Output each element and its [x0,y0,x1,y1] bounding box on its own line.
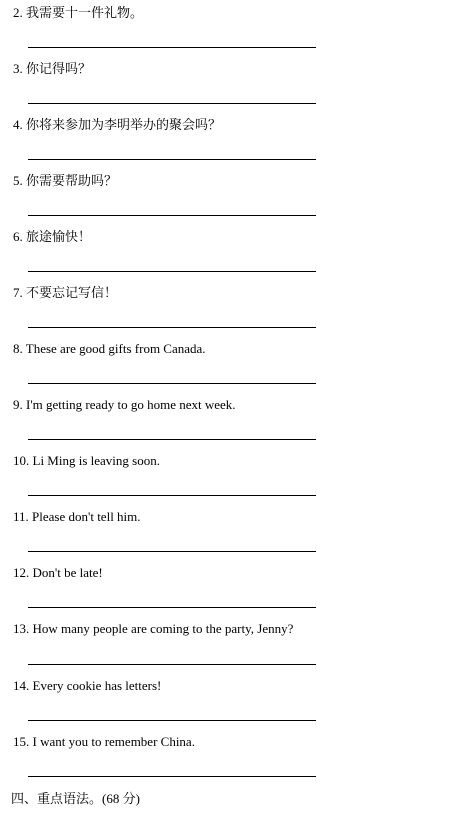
question-14 [13,678,453,694]
question-7 [13,285,453,301]
question-text: These are good gifts from Canada. [25,341,206,356]
answer-line[interactable] [28,103,316,104]
question-number: 6. [13,229,23,244]
question-6 [13,229,453,245]
question-number: 3. [13,61,23,76]
section-heading: 四、重点语法。(68 分) [11,791,140,806]
question-text: 不要忘记写信！ [26,285,118,300]
question-number: 8. [13,341,23,356]
question-text: 我需要十一件礼物。 [26,5,144,20]
question-text: 旅途愉快！ [26,229,92,244]
question-text: Please don't tell him. [32,509,141,524]
question-text: Every cookie has letters! [32,678,162,693]
answer-line[interactable] [28,495,316,496]
question-number: 2. [13,5,23,20]
question-number: 7. [13,285,23,300]
question-text: 你将来参加为李明举办的聚会吗？ [26,117,222,132]
question-number: 14. [13,678,30,693]
question-number: 9. [13,397,23,412]
question-2 [13,5,453,21]
question-9 [13,397,453,413]
question-text: 你需要帮助吗？ [26,173,118,188]
question-number: 5. [13,173,23,188]
answer-line[interactable] [28,664,316,665]
question-text: Li Ming is leaving soon. [32,453,160,468]
answer-line[interactable] [28,720,316,721]
answer-line[interactable] [28,159,316,160]
question-number: 13. [13,621,30,636]
question-text: How many people are coming to the party, Jenny? [32,621,294,636]
answer-line[interactable] [28,271,316,272]
answer-line[interactable] [28,215,316,216]
answer-line[interactable] [28,776,316,777]
answer-line[interactable] [28,47,316,48]
question-number: 4. [13,117,23,132]
question-number: 12. [13,565,30,580]
answer-line[interactable] [28,383,316,384]
question-text: I'm getting ready to go home next week. [26,397,236,412]
question-number: 15. [13,734,30,749]
answer-line[interactable] [28,551,316,552]
question-3 [13,61,453,77]
question-8 [13,341,453,357]
question-number: 10. [13,453,30,468]
question-4 [13,117,453,133]
answer-line[interactable] [28,439,316,440]
question-15 [13,734,453,750]
answer-line[interactable] [28,607,316,608]
question-number: 11. [13,509,29,524]
question-13 [13,621,453,637]
question-12 [13,565,453,581]
question-text: 你记得吗？ [26,61,92,76]
question-5 [13,173,453,189]
answer-line[interactable] [28,327,316,328]
question-10 [13,453,453,469]
question-text: Don't be late! [32,565,103,580]
question-11 [13,509,453,525]
question-text: I want you to remember China. [32,734,195,749]
